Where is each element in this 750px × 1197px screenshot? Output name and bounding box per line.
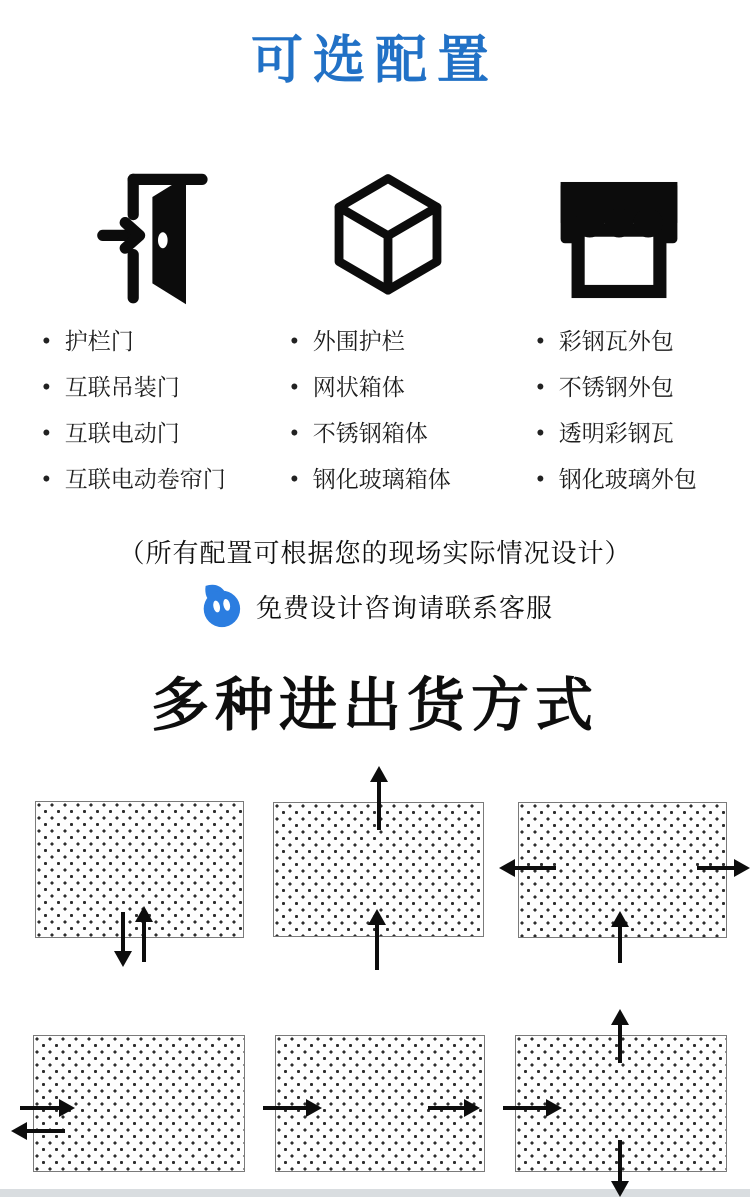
config-list-item: • 互联电动卷帘门 [42,466,226,493]
flow-arrow-right [428,1106,465,1110]
flow-arrow-right [697,866,735,870]
container-box [33,1035,245,1172]
flow-arrow-right [503,1106,547,1110]
config-section-title: 可选配置 [250,33,499,90]
config-list-item: • 钢化玻璃外包 [536,466,697,493]
flow-arrow-down [618,1140,622,1182]
config-list-item: • 不锈钢外包 [536,374,697,401]
loading-section-title: 多种进出货方式 [150,673,599,738]
flow-arrow-left [514,866,556,870]
bottom-divider [0,1189,750,1197]
container-box [515,1035,727,1172]
flow-arrow-up [377,781,381,830]
door-entrance-icon [90,156,250,318]
config-list-doors [42,328,226,512]
config-list-item: • 互联电动门 [42,420,226,447]
config-list-cladding [536,328,697,512]
config-list-item: • 不锈钢箱体 [290,420,451,447]
flow-arrow-up [618,1024,622,1063]
container-box [518,802,727,938]
config-list-item: • 彩钢瓦外包 [536,328,697,355]
config-list-item: • 护栏门 [42,328,226,355]
config-list-item: • 网状箱体 [290,374,451,401]
flow-arrow-up [618,926,622,963]
config-list-enclosure [290,328,451,512]
cube-icon [320,158,456,308]
wangwang-chat-icon [197,582,243,630]
container-box [35,801,244,938]
flow-arrow-up [142,921,146,962]
flow-arrow-up [375,924,379,970]
config-list-item: • 外围护栏 [290,328,451,355]
config-list-item: • 钢化玻璃箱体 [290,466,451,493]
config-list-item: • 互联吊装门 [42,374,226,401]
flow-arrow-right [263,1106,307,1110]
config-list-item: • 透明彩钢瓦 [536,420,697,447]
container-box [273,802,484,937]
flow-arrow-right [20,1106,60,1110]
container-box [275,1035,485,1172]
storefront-awning-icon [546,160,692,312]
config-note: （所有配置可根据您的现场实际情况设计） [118,539,632,568]
flow-arrow-left [26,1129,65,1133]
contact-service-row[interactable] [0,582,750,630]
contact-service-label: 免费设计咨询请联系客服 [255,593,553,623]
flow-arrow-down [121,912,125,952]
